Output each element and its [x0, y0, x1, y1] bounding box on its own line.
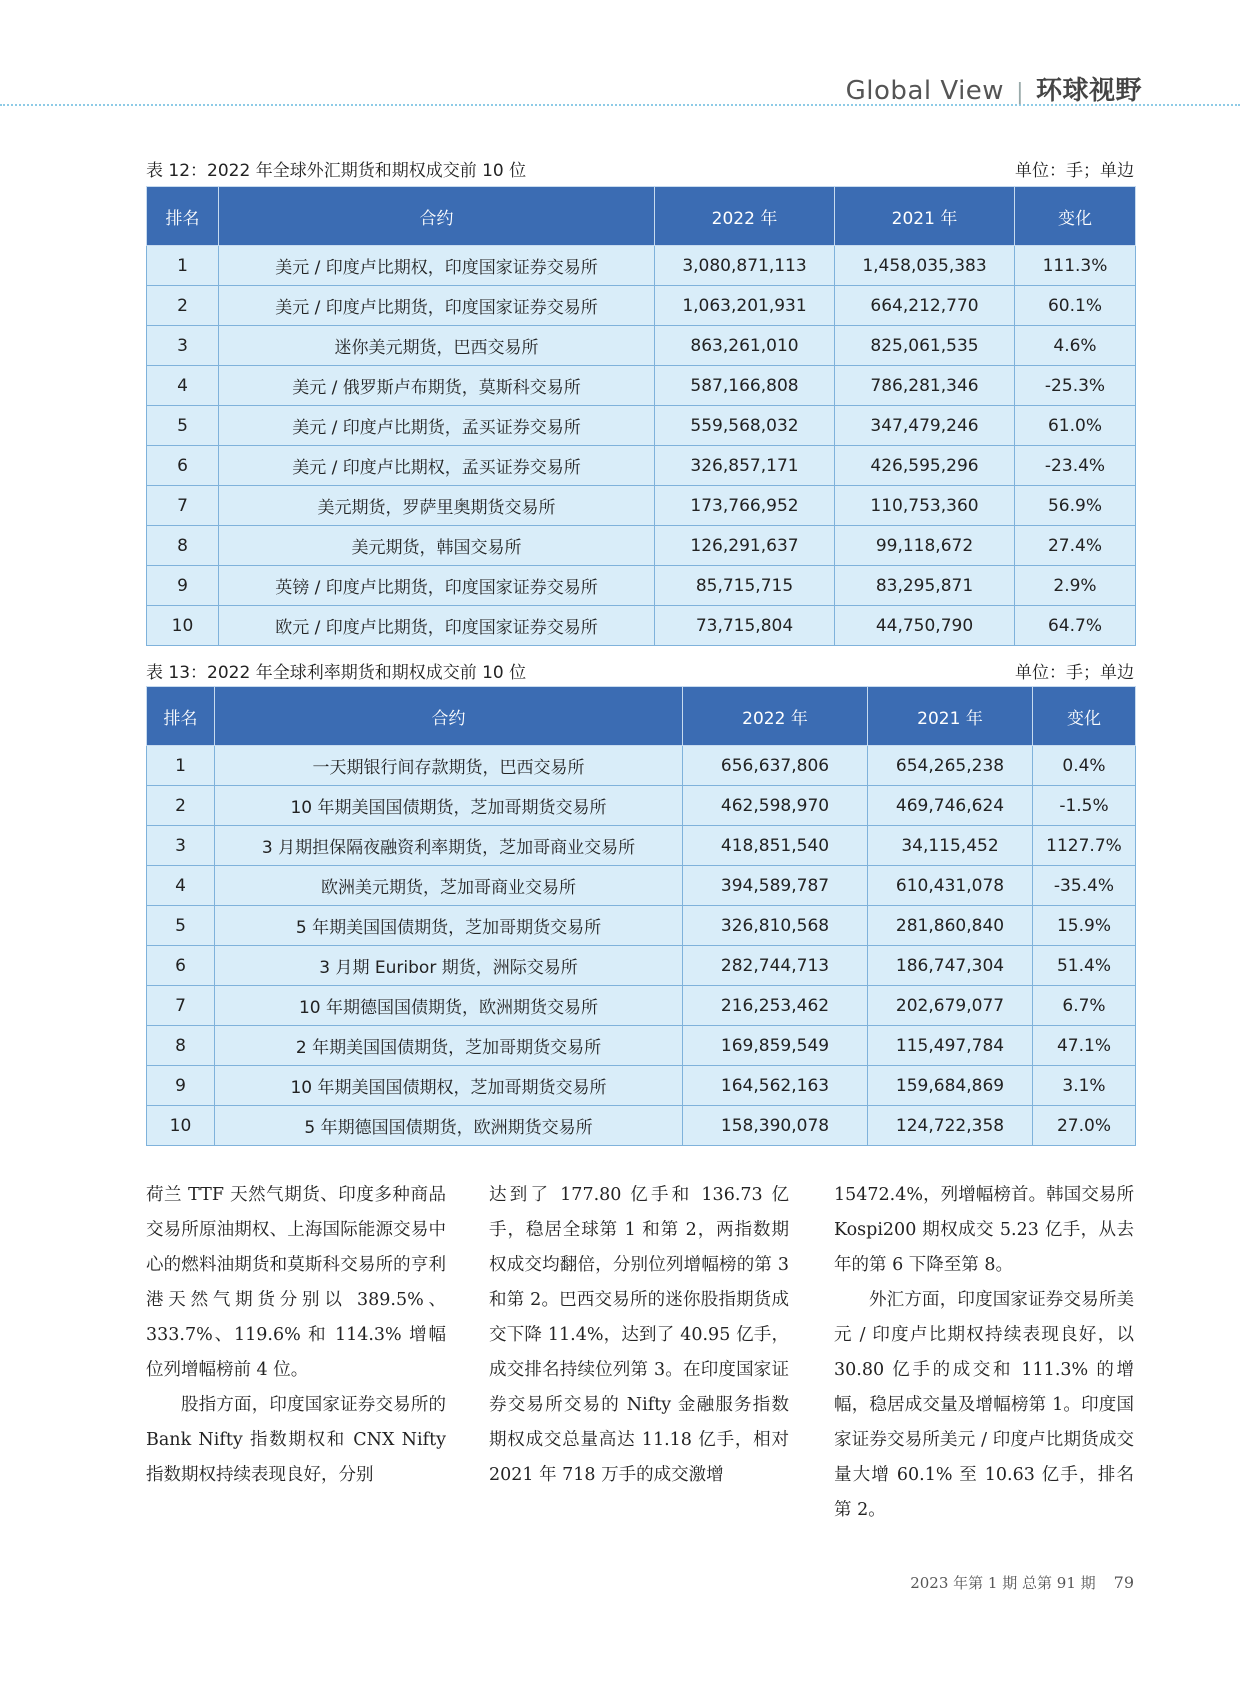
body-paragraph: 15472.4%，列增幅榜首。韩国交易所 Kospi200 期权成交 5.23 亿手，从去年的第 6 下降至第 8。 — [834, 1185, 1134, 1275]
body-column-2 — [489, 1178, 789, 1493]
table-row — [147, 746, 1136, 786]
table-cell: 418,851,540 — [683, 826, 868, 866]
table12-column-header: 合约 — [219, 187, 655, 246]
table-row — [147, 446, 1136, 486]
table-cell: 10 — [147, 1106, 215, 1146]
table-cell: 173,766,952 — [655, 486, 835, 526]
table-cell: 169,859,549 — [683, 1026, 868, 1066]
table-cell: 美元 / 俄罗斯卢布期货，莫斯科交易所 — [219, 366, 655, 406]
table-cell: 10 年期美国国债期货，芝加哥期货交易所 — [215, 786, 683, 826]
table13-title: 表 13：2022 年全球利率期货和期权成交前 10 位 — [146, 663, 527, 683]
table-cell: 394,589,787 — [683, 866, 868, 906]
table-cell: 10 — [147, 606, 219, 646]
table-cell: 664,212,770 — [835, 286, 1015, 326]
table-cell: 202,679,077 — [868, 986, 1033, 1026]
table-cell: 一天期银行间存款期货，巴西交易所 — [215, 746, 683, 786]
table-row — [147, 406, 1136, 446]
table-cell: 164,562,163 — [683, 1066, 868, 1106]
table-cell: 6 — [147, 446, 219, 486]
table-cell: 281,860,840 — [868, 906, 1033, 946]
page-number: 79 — [1113, 1573, 1134, 1592]
table-cell: 美元 / 印度卢比期货，孟买证券交易所 — [219, 406, 655, 446]
table-cell: -35.4% — [1033, 866, 1136, 906]
table12 — [146, 186, 1136, 646]
section-title-en: Global View — [845, 76, 1005, 106]
table-cell: 美元 / 印度卢比期货，印度国家证券交易所 — [219, 286, 655, 326]
title-separator: | — [1016, 80, 1024, 105]
table-row — [147, 526, 1136, 566]
table-cell: 111.3% — [1015, 246, 1136, 286]
table-cell: 美元 / 印度卢比期权，印度国家证券交易所 — [219, 246, 655, 286]
body-paragraph: 达到了 177.80 亿手和 136.73 亿手，稳居全球第 1 和第 2，两指数期权成交均翻倍，分别位列增幅榜的第 3 和第 2。巴西交易所的迷你股指期货成交下降 11.4%，达到了 40.95 亿手，成交排名持续位列第 3。在印度国家证券交易所交易的 Nifty 金融服务指数期权成交总量高达 11.18 亿手，相对 2021 年 718 万手的成交激增 — [489, 1185, 789, 1485]
table-cell: 欧元 / 印度卢比期货，印度国家证券交易所 — [219, 606, 655, 646]
table-cell: 9 — [147, 1066, 215, 1106]
table-cell: 英镑 / 印度卢比期货，印度国家证券交易所 — [219, 566, 655, 606]
table-cell: 2 — [147, 786, 215, 826]
table-cell: 559,568,032 — [655, 406, 835, 446]
table-cell: 282,744,713 — [683, 946, 868, 986]
table-cell: -23.4% — [1015, 446, 1136, 486]
table-cell: 85,715,715 — [655, 566, 835, 606]
table-row — [147, 1066, 1136, 1106]
table-row — [147, 906, 1136, 946]
table-cell: 0.4% — [1033, 746, 1136, 786]
table-cell: 8 — [147, 1026, 215, 1066]
table13-column-header: 2022 年 — [683, 687, 868, 746]
table-cell: 587,166,808 — [655, 366, 835, 406]
table-cell: 10 年期德国国债期货，欧洲期货交易所 — [215, 986, 683, 1026]
table-cell: 462,598,970 — [683, 786, 868, 826]
table-cell: 27.0% — [1033, 1106, 1136, 1146]
table-row — [147, 1026, 1136, 1066]
table-row — [147, 826, 1136, 866]
body-paragraph: 荷兰 TTF 天然气期货、印度多种商品交易所原油期权、上海国际能源交易中心的燃料油期货和莫斯科交易所的亨利港天然气期货分别以 389.5%、333.7%、119.6% 和 114.3% 增幅位列增幅榜前 4 位。 — [146, 1185, 446, 1380]
table-cell: 51.4% — [1033, 946, 1136, 986]
table-cell: 326,857,171 — [655, 446, 835, 486]
table13-caption — [146, 658, 1134, 684]
table-cell: 47.1% — [1033, 1026, 1136, 1066]
table-row — [147, 246, 1136, 286]
table-cell: 7 — [147, 486, 219, 526]
body-column-3 — [834, 1178, 1134, 1528]
table-cell: 326,810,568 — [683, 906, 868, 946]
section-title — [846, 70, 1142, 107]
table13-column-header: 变化 — [1033, 687, 1136, 746]
table-cell: 656,637,806 — [683, 746, 868, 786]
body-paragraph: 股指方面，印度国家证券交易所的 Bank Nifty 指数期权和 CNX Nifty 指数期权持续表现良好，分别 — [146, 1395, 446, 1485]
table13-column-header: 2021 年 — [868, 687, 1033, 746]
table-cell: 27.4% — [1015, 526, 1136, 566]
table-cell: 110,753,360 — [835, 486, 1015, 526]
table12-caption — [146, 156, 1134, 182]
table13-unit: 单位：手；单边 — [1015, 663, 1134, 683]
table-row — [147, 866, 1136, 906]
table-cell: 美元 / 印度卢比期权，孟买证券交易所 — [219, 446, 655, 486]
table-cell: 158,390,078 — [683, 1106, 868, 1146]
table-cell: 64.7% — [1015, 606, 1136, 646]
table-cell: 4 — [147, 866, 215, 906]
table13-header-row — [147, 687, 1136, 746]
table-cell: 786,281,346 — [835, 366, 1015, 406]
table-cell: 99,118,672 — [835, 526, 1015, 566]
table-cell: 83,295,871 — [835, 566, 1015, 606]
table12-column-header: 排名 — [147, 187, 219, 246]
table-cell: 10 年期美国国债期权，芝加哥期货交易所 — [215, 1066, 683, 1106]
table-cell: 5 年期德国国债期货，欧洲期货交易所 — [215, 1106, 683, 1146]
table-cell: 6.7% — [1033, 986, 1136, 1026]
issue-info: 2023 年第 1 期 总第 91 期 — [910, 1574, 1096, 1592]
table-cell: 610,431,078 — [868, 866, 1033, 906]
table-row — [147, 786, 1136, 826]
table-cell: 124,722,358 — [868, 1106, 1033, 1146]
table-cell: 3 — [147, 826, 215, 866]
table-row — [147, 1106, 1136, 1146]
table-cell: 9 — [147, 566, 219, 606]
table-cell: 美元期货，罗萨里奥期货交易所 — [219, 486, 655, 526]
table-cell: 5 — [147, 906, 215, 946]
table-cell: -25.3% — [1015, 366, 1136, 406]
table-cell: 8 — [147, 526, 219, 566]
table-row — [147, 486, 1136, 526]
table13-column-header: 合约 — [215, 687, 683, 746]
table-cell: 825,061,535 — [835, 326, 1015, 366]
table-row — [147, 606, 1136, 646]
table-cell: 欧洲美元期货，芝加哥商业交易所 — [215, 866, 683, 906]
table-cell: 7 — [147, 986, 215, 1026]
table-cell: 426,595,296 — [835, 446, 1015, 486]
table-cell: 1 — [147, 746, 215, 786]
table-cell: 4.6% — [1015, 326, 1136, 366]
table-cell: 159,684,869 — [868, 1066, 1033, 1106]
table-cell: 469,746,624 — [868, 786, 1033, 826]
body-paragraph: 外汇方面，印度国家证券交易所美元 / 印度卢比期权持续表现良好，以 30.80 亿手的成交和 111.3% 的增幅，稳居成交量及增幅榜第 1。印度国家证券交易所美元 / 印度卢比期货成交量大增 60.1% 至 10.63 亿手，排名第 2。 — [834, 1290, 1134, 1520]
page-footer — [910, 1572, 1134, 1593]
table-cell: 73,715,804 — [655, 606, 835, 646]
table-row — [147, 286, 1136, 326]
table-cell: 56.9% — [1015, 486, 1136, 526]
table13 — [146, 686, 1136, 1146]
page-header — [0, 60, 1240, 106]
section-title-cn: 环球视野 — [1035, 76, 1142, 106]
table-cell: 3 月期担保隔夜融资利率期货，芝加哥商业交易所 — [215, 826, 683, 866]
table-cell: 3 月期 Euribor 期货，洲际交易所 — [215, 946, 683, 986]
table-cell: 3 — [147, 326, 219, 366]
table-cell: 3,080,871,113 — [655, 246, 835, 286]
table-cell: 1,063,201,931 — [655, 286, 835, 326]
table-cell: 216,253,462 — [683, 986, 868, 1026]
table-cell: 1 — [147, 246, 219, 286]
table-cell: 15.9% — [1033, 906, 1136, 946]
table12-column-header: 2022 年 — [655, 187, 835, 246]
table12-unit: 单位：手；单边 — [1015, 161, 1134, 181]
table-row — [147, 986, 1136, 1026]
table-cell: 126,291,637 — [655, 526, 835, 566]
table-cell: 44,750,790 — [835, 606, 1015, 646]
table-cell: -1.5% — [1033, 786, 1136, 826]
table-cell: 5 年期美国国债期货，芝加哥期货交易所 — [215, 906, 683, 946]
table-cell: 863,261,010 — [655, 326, 835, 366]
table-row — [147, 326, 1136, 366]
table-row — [147, 566, 1136, 606]
table-cell: 6 — [147, 946, 215, 986]
table-cell: 美元期货，韩国交易所 — [219, 526, 655, 566]
table12-column-header: 2021 年 — [835, 187, 1015, 246]
table-cell: 1,458,035,383 — [835, 246, 1015, 286]
table-cell: 2 — [147, 286, 219, 326]
table-cell: 186,747,304 — [868, 946, 1033, 986]
table-cell: 1127.7% — [1033, 826, 1136, 866]
table-cell: 4 — [147, 366, 219, 406]
table-cell: 115,497,784 — [868, 1026, 1033, 1066]
table-cell: 347,479,246 — [835, 406, 1015, 446]
table12-title: 表 12：2022 年全球外汇期货和期权成交前 10 位 — [146, 161, 527, 181]
table-cell: 61.0% — [1015, 406, 1136, 446]
table-cell: 654,265,238 — [868, 746, 1033, 786]
table13-column-header: 排名 — [147, 687, 215, 746]
table-cell: 60.1% — [1015, 286, 1136, 326]
table-cell: 2 年期美国国债期货，芝加哥期货交易所 — [215, 1026, 683, 1066]
body-column-1 — [146, 1178, 446, 1493]
table-cell: 迷你美元期货，巴西交易所 — [219, 326, 655, 366]
table12-header-row — [147, 187, 1136, 246]
table-row — [147, 366, 1136, 406]
table-row — [147, 946, 1136, 986]
table12-column-header: 变化 — [1015, 187, 1136, 246]
table-cell: 5 — [147, 406, 219, 446]
table-cell: 2.9% — [1015, 566, 1136, 606]
table-cell: 3.1% — [1033, 1066, 1136, 1106]
table-cell: 34,115,452 — [868, 826, 1033, 866]
